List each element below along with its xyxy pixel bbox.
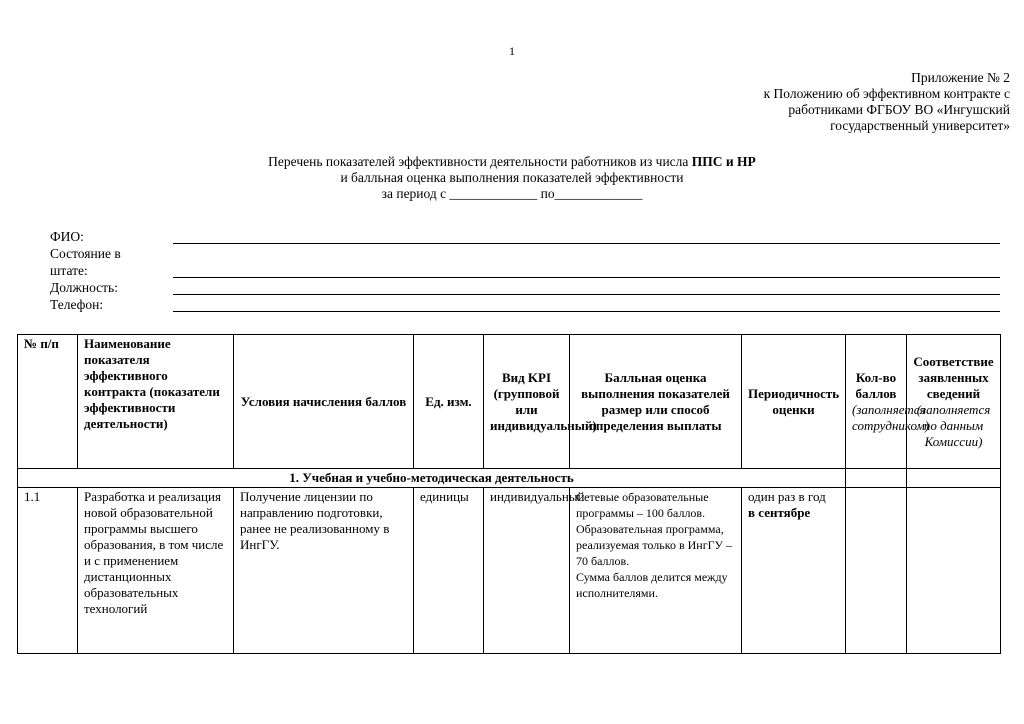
fio-field[interactable]	[50, 228, 1000, 245]
header-num: № п/п	[18, 335, 78, 469]
header-points-title: Кол-во баллов	[855, 369, 897, 401]
header-points	[846, 335, 930, 469]
appendix-line-3: работниками ФГБОУ ВО «Ингушский	[788, 102, 1010, 117]
status-field[interactable]	[50, 245, 1000, 279]
row-score-line-3: Сумма баллов делится между исполнителями.	[576, 570, 728, 600]
header-match-note: (заполняется по данным Комиссии)	[916, 401, 991, 449]
header-unit: Ед. изм.	[414, 335, 484, 469]
header-periodicity: Периодичность оценки	[742, 335, 846, 469]
row-periodicity-line-1: один раз в год	[748, 489, 826, 504]
header-kpi-type: Вид KPI (групповой или индивидуальный)	[484, 335, 570, 469]
phone-field[interactable]	[50, 296, 1000, 313]
header-score: Балльная оценка выполнения показателей размер или способ определения выплаты	[570, 335, 742, 469]
section-title: 1. Учебная и учебно-методическая деятельность	[18, 469, 846, 488]
position-field[interactable]	[50, 279, 1000, 296]
row-score-line-1: Сетевые образовательные программы – 100 баллов.	[576, 490, 709, 520]
header-match	[907, 335, 1001, 469]
row-points-input[interactable]	[846, 488, 907, 654]
row-kpi-type: индивидуальный	[484, 488, 570, 654]
appendix-line-1: Приложение № 2	[911, 70, 1010, 85]
row-conditions: Получение лицензии по направлению подготовки, ранее не реализованному в ИнгГУ.	[234, 488, 414, 654]
fio-line	[173, 243, 1000, 244]
appendix-line-4: государственный университет»	[830, 118, 1010, 133]
title-line-2: и балльная оценка выполнения показателей эффективности	[340, 170, 684, 185]
phone-line	[173, 311, 1000, 312]
status-line	[173, 277, 1000, 278]
table-header-row	[18, 335, 1001, 469]
position-line	[173, 294, 1000, 295]
employee-fields	[50, 228, 1000, 313]
position-label: Должность:	[50, 280, 118, 295]
header-conditions: Условия начисления баллов	[234, 335, 414, 469]
status-label-1: Состояние в	[50, 246, 121, 261]
row-score-line-2: Образовательная программа, реализуемая только в ИнгГУ – 70 баллов.	[576, 522, 733, 568]
row-match-input[interactable]	[907, 488, 1001, 654]
section-empty-cell	[846, 469, 907, 488]
status-label-2: штате:	[50, 263, 88, 278]
row-name: Разработка и реализация новой образовательной программы высшего образования, в том числе и с применением дистанционных образовательных технологий	[78, 488, 234, 654]
header-match-title: Соответствие заявленных сведений	[913, 353, 994, 401]
row-periodicity	[742, 488, 846, 654]
kpi-table	[17, 334, 1001, 654]
row-periodicity-line-2: в сентябре	[748, 505, 811, 520]
section-row	[18, 469, 1001, 488]
header-points-note: (заполняется сотрудником)	[852, 401, 930, 433]
row-num: 1.1	[18, 488, 78, 654]
section-empty-cell	[907, 469, 1001, 488]
fio-label: ФИО:	[50, 229, 84, 244]
phone-label: Телефон:	[50, 297, 104, 312]
title-bold: ППС и НР	[691, 154, 756, 169]
title-line-1	[0, 154, 1024, 170]
table-row	[18, 488, 1001, 654]
header-name: Наименование показателя эффективного контракта (показатели эффективности деятельности)	[78, 335, 234, 469]
title-period: за период с _____________ по_____________	[381, 186, 643, 201]
row-unit: единицы	[414, 488, 484, 654]
document-title	[0, 154, 1024, 202]
appendix-line-2: к Положению об эффективном контракте с	[763, 86, 1010, 101]
row-score	[570, 488, 742, 654]
appendix-header	[764, 70, 1010, 134]
title-prefix: Перечень показателей эффективности деятельности работников из числа	[268, 154, 692, 169]
page-number: 1	[509, 44, 515, 58]
